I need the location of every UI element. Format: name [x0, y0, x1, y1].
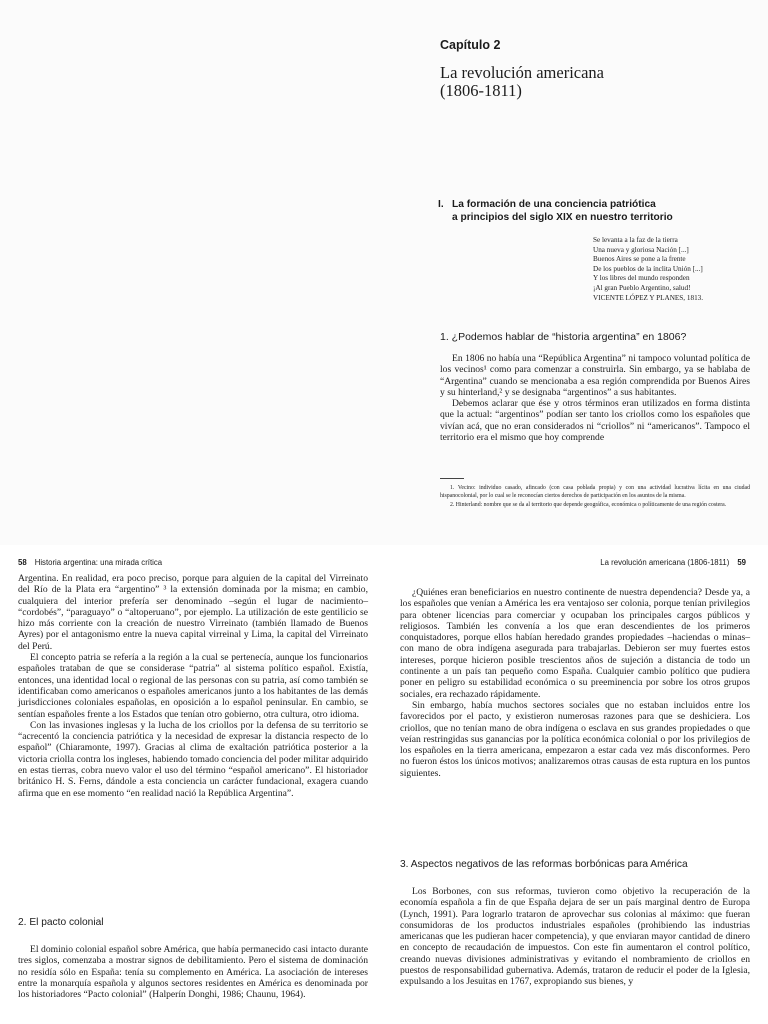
chapter-title-dates: (1806-1811) — [440, 81, 522, 100]
poem-line: Una nueva y gloriosa Nación [...] — [593, 245, 689, 254]
section-heading — [438, 199, 748, 224]
poem-line: Se levanta a la faz de la tierra — [593, 236, 678, 244]
paragraph: Los Borbones, con sus reformas, tuvieron como objetivo la recuperación de la economía española a fin de que España dejara de ser un país marginal dentro de Europa (Lynch, 1991). Para lograrlo trataron de aprovechar sus colonias al máximo: que fueran consumidoras de los productos industriales españoles (prohibiendo las industrias americanas que les pudieran hacer competencia), y que enviaran mayor cantidad de dinero en concepto de recaudación de impuestos. Con este fin aumentaron el control político, creando nuevas divisiones administrativas y evitando el nombramiento de criollos en puestos de responsabilidad gubernativa. Además, trataron de reducir el poder de la Iglesia, expulsando a los Jesuitas en 1767, expropiando sus bienes, y — [400, 886, 750, 988]
section-heading-line: La formación de una conciencia patriótica — [452, 199, 656, 210]
poem-line: De los pueblos de la ínclita Unión [...] — [593, 264, 703, 273]
paragraph: Debemos aclarar que ése y otros términos eran utilizados en forma distinta que la actual: “argentinos” podían ser tanto los criollos como los españoles que vivían acá, que no eran considerados ni “criollos” ni “americanos”. Tampoco el territorio era el mismo que hoy comprende — [440, 398, 750, 444]
footnotes — [440, 485, 750, 510]
footnote: 2. Hinterland: nombre que se da al territorio que depende geográfica, económica o políticamente de una región costera. — [450, 501, 727, 508]
right-running-head — [600, 558, 746, 567]
paragraph: Con las invasiones inglesas y la lucha de los criollos por la defensa de su territorio se “acrecentó la conciencia patriótica y la necesidad de expresar la distancia respecto de lo español” (Chiaramonte, 1997). Gracias al clima de exaltación patriótica posterior a la victoria criolla contra los ingleses, habiendo tomado conciencia del poder militar adquirido en estas tierras, cobra nuevo valor el uso del término “español americano”. El historiador británico H. S. Ferns, dándole a esta conciencia un carácter fundacional, exagera cuando afirma que en ese momento “en realidad nació la República Argentina”. — [18, 719, 368, 799]
paragraph: Sin embargo, había muchos sectores sociales que no estaban incluidos entre los favorecidos por el pacto, y existieron numerosas razones para que se deshiciera. Los criollos, que no tenían mano de obra indígena o esclava en sus grandes propiedades o que veían restringidas sus ganancias por la política económica colonial o por los privilegios de los españoles en la tierra americana, empezaron a estar cada vez más disconformes. Pero no fueron éstos los únicos motivos; analizaremos otras causas de esta ruptura en los puntos siguientes. — [400, 699, 750, 779]
question-heading: 1. ¿Podemos hablar de “historia argentina” en 1806? — [440, 331, 687, 343]
left-running-head — [18, 558, 162, 567]
chapter-title — [440, 64, 604, 100]
page-number: 58 — [18, 558, 27, 567]
poem-line: Buenos Aires se pone a la frente — [593, 255, 686, 264]
epigraph-poem — [593, 236, 753, 303]
footnote: 1. Vecino: individuo casado, afincado (con casa poblada propia) y con una actividad lucrativa lícita en una ciudad hispanocolonial, por lo cual se le reconocían ciertos derechos de participación en los asuntos de la misma. — [440, 485, 750, 499]
paragraph: ¿Quiénes eran beneficiarios en nuestro continente de nuestra dependencia? Desde ya, a los españoles que venían a América les era ventajoso ser colonia, porque tenían privilegios para obtener licencias para comerciar y ocupaban los principales cargos públicos y religiosos. También les convenía a los que eran descendientes de los primeros conquistadores, porque ellos habían heredado grandes propiedades –haciendas o minas– con mano de obra indígena asegurada para trabajarlas. Debieron ser muy fuertes estos intereses, porque hicieron posible trescientos años de sujeción a distancia de todo un continente a un país tan pequeño como España. Cualquier cambio político que pudiera poner en peligro su estabilidad económica o su preeminencia por sobre los otros grupos sociales, era rechazado rápidamente. — [400, 587, 750, 700]
page-number: 59 — [737, 558, 746, 567]
section-heading-number: I. — [438, 199, 444, 210]
chapter-title-line: La revolución americana — [440, 63, 604, 82]
right-page-body — [400, 587, 750, 779]
paragraph: En 1806 no había una “República Argentina” ni tampoco voluntad política de los vecinos¹ como para comenzar a construirla. Sin embargo, ya se hablaba de “Argentina” cuando se mencionaba a esa región comprendida por Buenos Aires y su hinterland,² y se designaba “argentinos” a sus habitantes. — [440, 353, 750, 398]
section-heading-line: a principios del siglo XIX en nuestro territorio — [452, 211, 673, 223]
left-page-body — [18, 573, 368, 799]
chapter-label: Capítulo 2 — [440, 38, 501, 52]
running-head-text: Historia argentina: una mirada crítica — [34, 558, 163, 567]
left-page-section2-body — [18, 944, 368, 1000]
poem-line: ¡Al gran Pueblo Argentino, salud! — [593, 283, 691, 292]
top-page-body — [440, 353, 750, 443]
poem-attribution: VICENTE LÓPEZ Y PLANES, 1813. — [593, 293, 704, 302]
running-head-text: La revolución americana (1806-1811) — [600, 558, 730, 567]
footnote-rule — [440, 478, 464, 479]
paragraph: El dominio colonial español sobre América, que había permanecido casi intacto durante tres siglos, comenzaba a mostrar signos de debilitamiento. Pero el sistema de dominación no residía sólo en España: tenía su complemento en América. La asociación de intereses entre la monarquía española y algunos sectores residentes en América es denominada por los historiadores “Pacto colonial” (Halperín Donghi, 1986; Chaunu, 1964). — [18, 944, 368, 1001]
paragraph: El concepto patria se refería a la región a la cual se pertenecía, aunque los funcionarios españoles trataban de que se considerase “patria” al sistema político español. Existía, entonces, una identidad local o regional de las personas con su patria, así como también se identificaban como americanos o españoles americanos junto a los habitantes de las demás jurisdicciones coloniales españolas, en oposición a lo español peninsular. En cambio, se sentían españoles frente a los Estados que tenían otro gobierno, otra cultura, otro idioma. — [18, 652, 368, 720]
section-heading-pacto: 2. El pacto colonial — [18, 917, 104, 928]
paragraph: Argentina. En realidad, era poco preciso, porque para alguien de la capital del Virreinato del Río de la Plata era “argentino” ³ la extensión dominada por la misma; en cambio, cualquiera del interior prefería ser denominado –según el lugar de nacimiento– “cordobés”, “paraguayo” o “altoperuano”, por ejemplo. La utilización de este gentilicio se hizo más corriente con la creación de nuestro Virreinato (también llamado de Buenos Ayres) por el antagonismo entre la nueva capital virreinal y Lima, la capital del Virreinato del Perú. — [18, 573, 368, 652]
section-heading-reformas: 3. Aspectos negativos de las reformas borbónicas para América — [400, 859, 688, 870]
poem-line: Y los libres del mundo responden — [593, 274, 690, 283]
right-page-section3-body — [400, 886, 750, 988]
